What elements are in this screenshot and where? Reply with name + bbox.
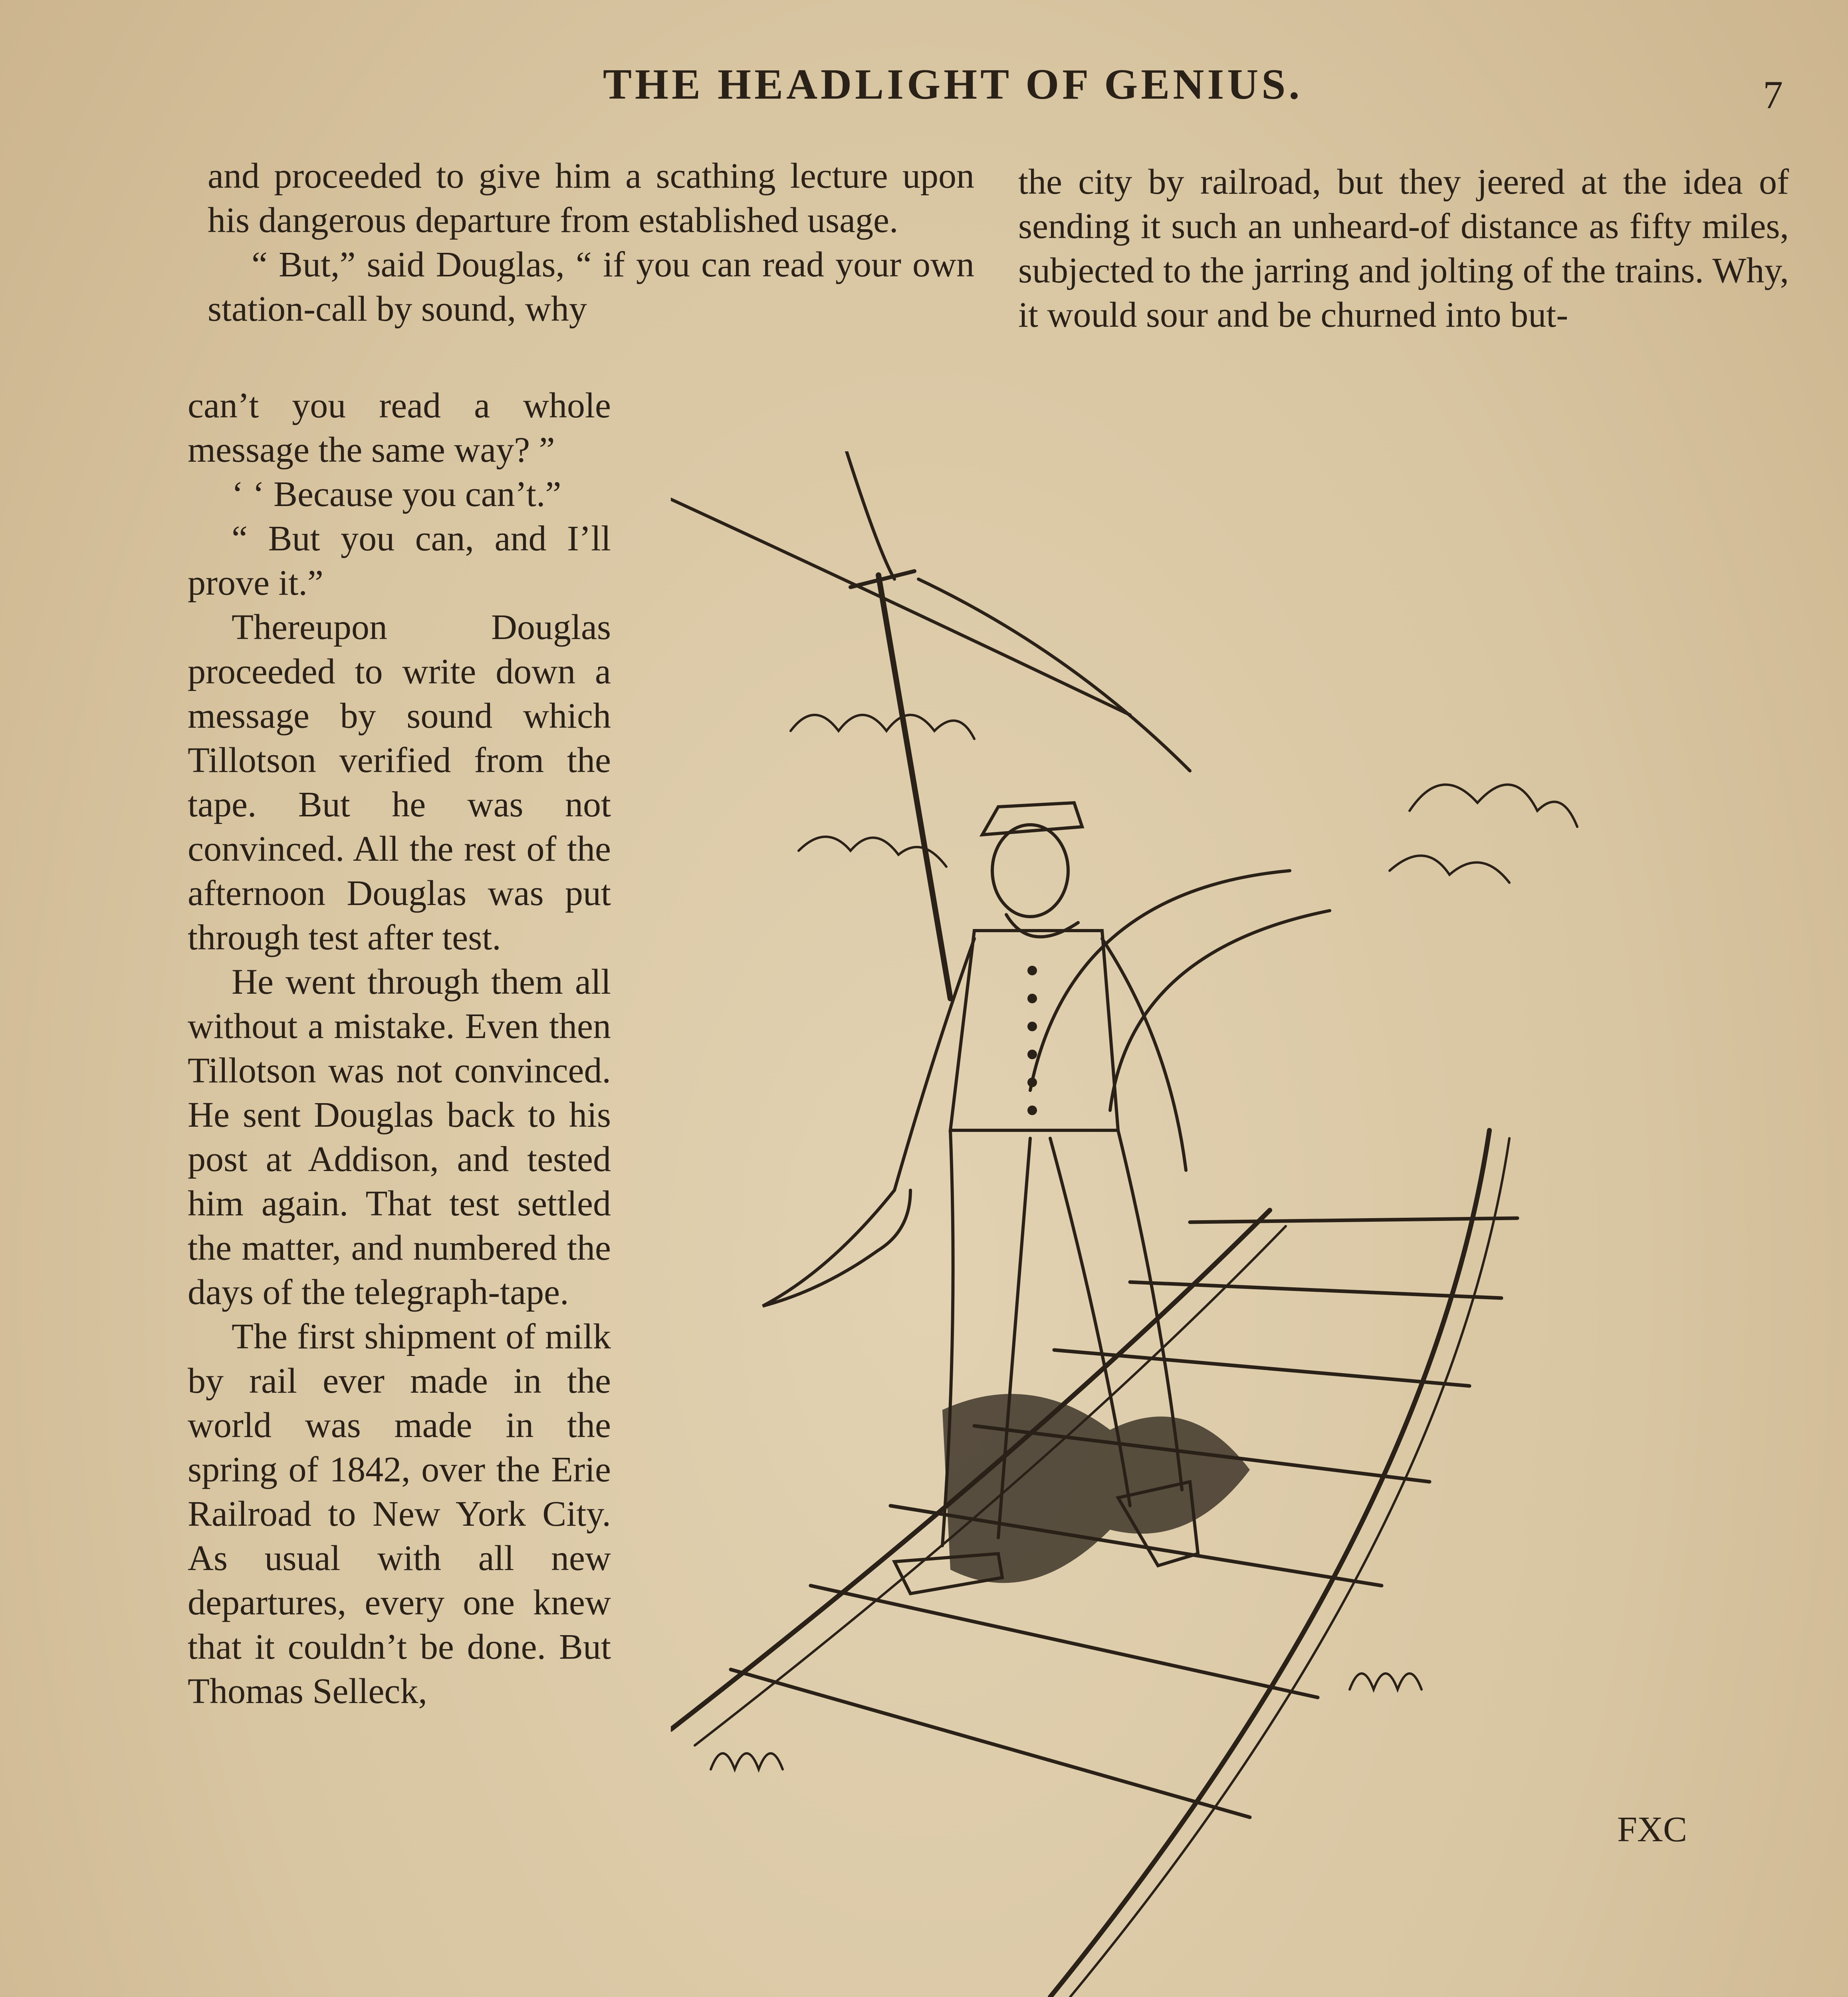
paragraph: He went through them all without a mistake. Even then Tillotson was not convinced. He sent Douglas back to his post at Addison, and tested him again. That test settled the matter, and numbered the days of the telegraph-tape. bbox=[188, 962, 611, 1312]
paragraph: the city by railroad, but they jeered at the idea of sending it such an unheard-of distance as fifty miles, subjected to the jarring and jolting of the trains. Why, it would sour and be churned into but- bbox=[1018, 162, 1789, 335]
figure-left-arm bbox=[894, 939, 974, 1190]
left-column-top bbox=[208, 154, 974, 331]
artist-signature: FXC bbox=[1617, 1810, 1687, 1849]
figure-head bbox=[992, 825, 1068, 917]
paragraph: Thereupon Douglas proceeded to write down a message by sound which Tillotson verified from the tape. But he was not convinced. All the rest of the afternoon Douglas was put through test after test. bbox=[188, 607, 611, 957]
rail-right bbox=[1050, 1130, 1489, 1997]
figure-right-arm bbox=[1102, 939, 1186, 1170]
paragraph: “ But,” said Douglas, “ if you can read your own station-call by sound, why bbox=[208, 245, 974, 329]
paragraph: ‘ ‘ Because you can’t.” bbox=[232, 474, 561, 514]
illustration bbox=[671, 451, 1773, 1997]
paragraph: The first shipment of milk by rail ever made in the world was made in the spring of 1842, over the Erie Railroad to New York City. As usual with all new departures, every one knew that it couldn’t be done. But Thomas Selleck, bbox=[188, 1317, 611, 1711]
figure-bag bbox=[763, 1190, 910, 1306]
paragraph: can’t you read a whole message the same way? ” bbox=[188, 386, 611, 470]
neckerchief bbox=[1006, 915, 1078, 937]
page-number: 7 bbox=[1763, 73, 1783, 117]
figure-shadow bbox=[942, 1394, 1250, 1583]
figure-hat bbox=[982, 803, 1082, 835]
paragraph: “ But you can, and I’ll prove it.” bbox=[188, 519, 611, 603]
telegraph-pole bbox=[878, 575, 950, 998]
narrow-column bbox=[188, 383, 611, 1713]
railroad-illustration bbox=[671, 451, 1773, 1997]
page-header bbox=[0, 56, 1848, 120]
running-title: THE HEADLIGHT OF GENIUS. bbox=[603, 61, 1303, 108]
right-column-top bbox=[1018, 160, 1789, 337]
paragraph: and proceeded to give him a scathing lecture upon his dangerous departure from established usage. bbox=[208, 156, 974, 240]
